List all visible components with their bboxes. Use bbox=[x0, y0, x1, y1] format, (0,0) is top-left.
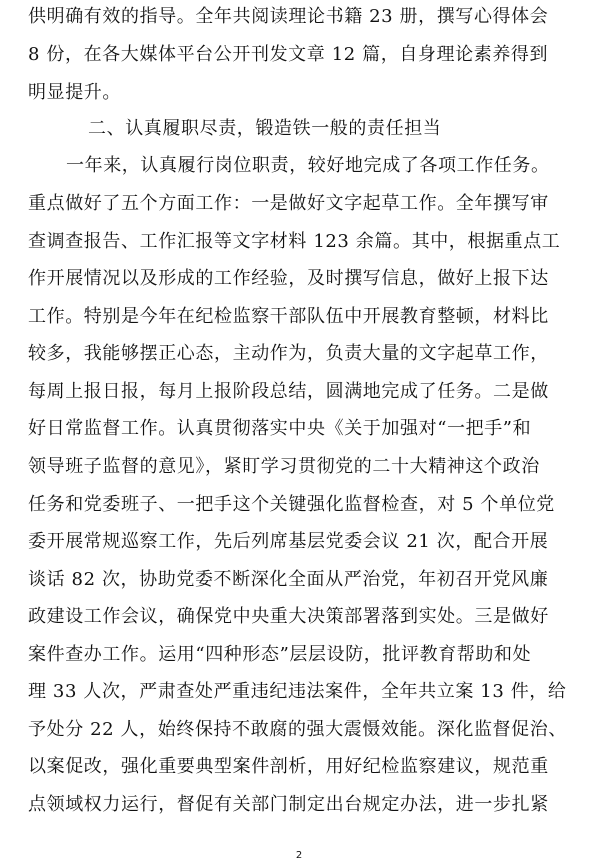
text-line: 8 份，在各大媒体平台公开刊发文章 12 篇，自身理论素养得到 bbox=[28, 44, 549, 65]
text-line: 明显提升。 bbox=[28, 82, 121, 103]
section-heading: 二、认真履职尽责，锻造铁一般的责任担当 bbox=[88, 118, 442, 139]
text-line: 谈话 82 次，协助党委不断深化全面从严治党，年初召开党风廉 bbox=[28, 569, 549, 590]
text-line: 工作。特别是今年在纪检监察干部队伍中开展教育整顿，材料比 bbox=[28, 306, 549, 327]
text-line: 理 33 人次，严肃查处严重违纪违法案件，全年共立案 13 件，给 bbox=[28, 681, 567, 702]
text-line: 案件查办工作。运用“四种形态”层层设防，批评教育帮助和处 bbox=[28, 644, 532, 665]
page-number: 2 bbox=[295, 850, 303, 861]
paragraph-first-line: 一年来，认真履行岗位职责，较好地完成了各项工作任务。 bbox=[66, 155, 550, 176]
text-line: 委开展常规巡察工作，先后列席基层党委会议 21 次，配合开展 bbox=[28, 531, 549, 552]
text-line: 重点做好了五个方面工作：一是做好文字起草工作。全年撰写审 bbox=[28, 193, 549, 214]
text-line: 予处分 22 人，始终保持不敢腐的强大震慑效能。深化监督促治、 bbox=[28, 719, 567, 740]
text-line: 每周上报日报，每月上报阶段总结，圆满地完成了任务。二是做 bbox=[28, 381, 549, 402]
text-line: 供明确有效的指导。全年共阅读理论书籍 23 册，撰写心得体会 bbox=[28, 6, 549, 27]
text-line: 领导班子监督的意见》，紧盯学习贯彻党的二十大精神这个政治 bbox=[28, 456, 540, 477]
text-line: 较多，我能够摆正心态，主动作为，负责大量的文字起草工作， bbox=[28, 343, 549, 364]
text-line: 点领域权力运行，督促有关部门制定出台规定办法，进一步扎紧 bbox=[28, 794, 549, 815]
text-line: 作开展情况以及形成的工作经验，及时撰写信息，做好上报下达 bbox=[28, 268, 549, 289]
text-line: 以案促改，强化重要典型案件剖析，用好纪检监察建议，规范重 bbox=[28, 756, 549, 777]
text-line: 好日常监督工作。认真贯彻落实中央《关于加强对“一把手”和 bbox=[28, 418, 532, 439]
text-line: 任务和党委班子、一把手这个关键强化监督检查，对 5 个单位党 bbox=[28, 494, 555, 515]
text-line: 查调查报告、工作汇报等文字材料 123 余篇。其中，根据重点工 bbox=[28, 231, 561, 252]
text-line: 政建设工作会议，确保党中央重大决策部署落到实处。三是做好 bbox=[28, 606, 549, 627]
